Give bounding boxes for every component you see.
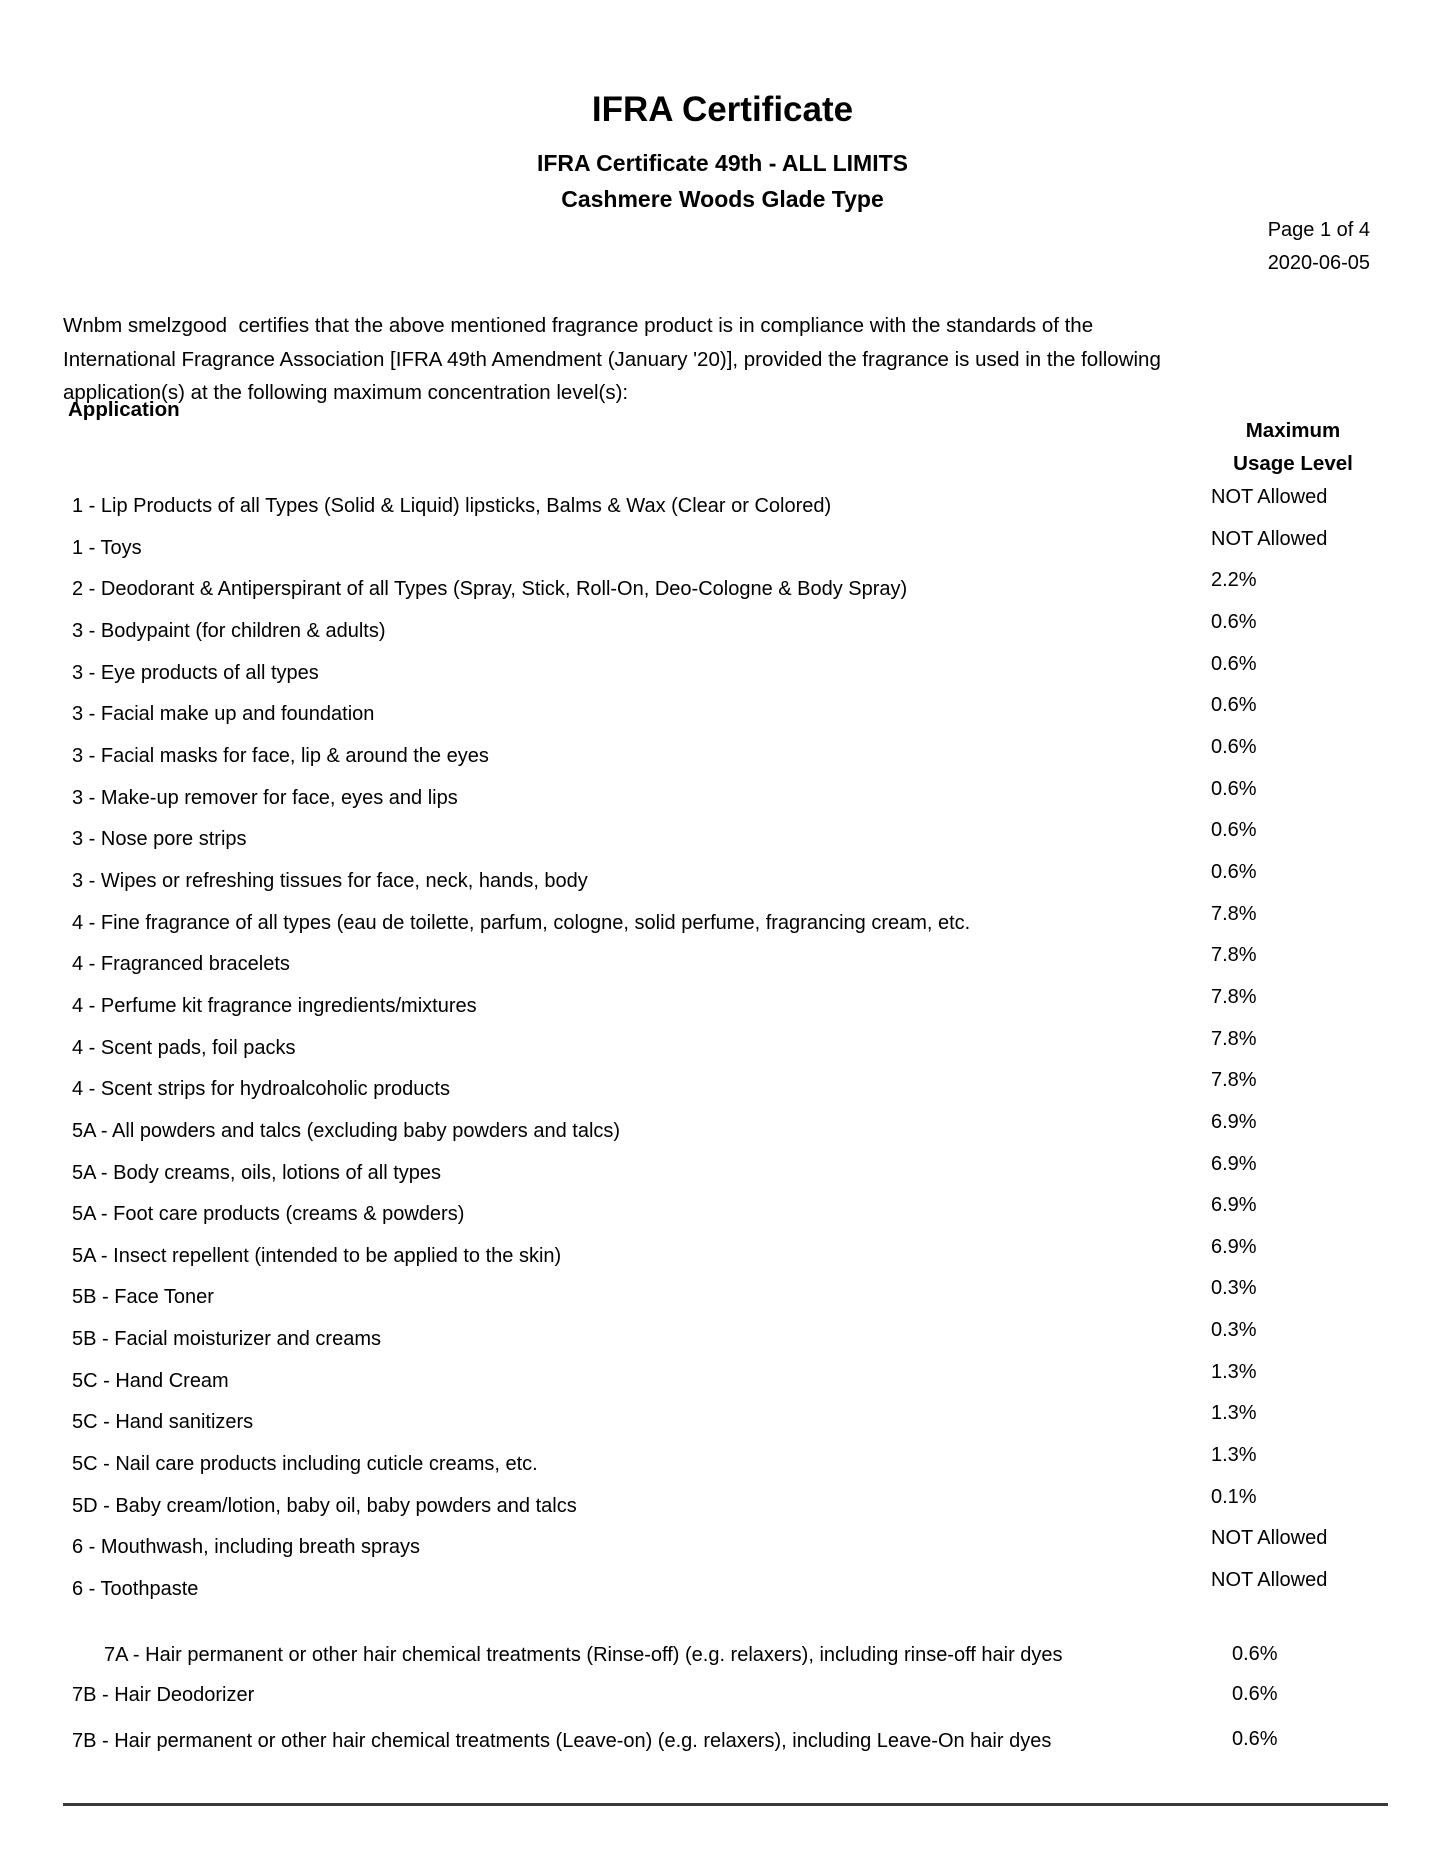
usage-level-cell: 6.9%: [1211, 1194, 1257, 1217]
application-cell: 5A - Insect repellent (intended to be applied to the skin): [72, 1244, 562, 1267]
table-row: [72, 1319, 1402, 1365]
usage-level-cell: 7.8%: [1211, 985, 1257, 1008]
application-cell: 3 - Eye products of all types: [72, 661, 319, 684]
usage-level-cell: NOT Allowed: [1211, 1569, 1328, 1592]
table-row: [72, 1402, 1402, 1448]
table-row: [72, 985, 1402, 1032]
usage-level-cell: 0.6%: [1232, 1727, 1278, 1750]
application-cell: 5A - Foot care products (creams & powders): [72, 1203, 465, 1226]
table-row: [72, 1527, 1402, 1573]
table-row: [72, 902, 1402, 949]
table-row: [72, 1639, 1402, 1679]
page-info: [1268, 214, 1370, 279]
usage-level-cell: 6.9%: [1211, 1152, 1257, 1175]
table-row: [72, 1485, 1402, 1532]
usage-level-cell: 0.6%: [1211, 610, 1257, 633]
usage-level-cell: 1.3%: [1211, 1360, 1257, 1383]
application-cell: 4 - Perfume kit fragrance ingredients/mixtures: [72, 994, 477, 1017]
table-rows: [72, 486, 1402, 1752]
application-cell: 3 - Bodypaint (for children & adults): [72, 619, 386, 642]
usage-level-cell: 7.8%: [1211, 1027, 1257, 1050]
usage-level-cell: 2.2%: [1211, 569, 1257, 592]
table-row: [72, 777, 1402, 824]
table-row: [72, 1069, 1402, 1115]
table-row: [72, 1110, 1402, 1157]
application-cell: 1 - Lip Products of all Types (Solid & Liquid) lipsticks, Balms & Wax (Clear or Colored): [72, 495, 832, 517]
usage-level-cell: 0.3%: [1211, 1319, 1257, 1342]
compliance-statement-line: International Fragrance Association [IFRA 49th Amendment (January '20)], provided the fragrance is used in the following: [63, 347, 1161, 371]
application-cell: 4 - Scent strips for hydroalcoholic products: [72, 1078, 450, 1101]
application-cell: 7B - Hair Deodorizer: [72, 1683, 255, 1706]
fragrance-name: Cashmere Woods Glade Type: [561, 186, 884, 212]
application-cell: 6 - Toothpaste: [72, 1578, 199, 1601]
table-row: [72, 652, 1402, 699]
table-row: [72, 1194, 1402, 1240]
usage-level-cell: 7.8%: [1211, 944, 1257, 967]
application-cell: 7A - Hair permanent or other hair chemical treatments (Rinse-off) (e.g. relaxers), including rinse-off hair dyes: [104, 1643, 1063, 1666]
page-title: IFRA Certificate: [591, 90, 854, 129]
table-row: [72, 1235, 1402, 1282]
application-cell: 3 - Nose pore strips: [72, 828, 247, 851]
usage-level-cell: 0.6%: [1232, 1642, 1278, 1665]
compliance-statement-line: Wnbm smelzgood certifies that the above mentioned fragrance product is in compliance with the standards of the: [63, 314, 1094, 337]
usage-level-cell: 0.1%: [1211, 1485, 1257, 1508]
table-row: [72, 1360, 1402, 1407]
table-row: [72, 527, 1402, 574]
application-cell: 2 - Deodorant & Antiperspirant of all Types (Spray, Stick, Roll-On, Deo-Cologne & Body Spray): [72, 578, 908, 601]
table-row: [72, 860, 1402, 907]
table-row: [72, 1679, 1402, 1724]
usage-level-cell: 0.3%: [1211, 1277, 1257, 1300]
table-row: [72, 610, 1402, 657]
table-row: [72, 735, 1402, 782]
usage-level-cell: 1.3%: [1211, 1444, 1257, 1467]
usage-header-line: Usage Level: [1233, 452, 1353, 475]
application-cell: 5D - Baby cream/lotion, baby oil, baby powders and talcs: [72, 1494, 577, 1517]
table-row: [72, 1724, 1402, 1751]
application-cell: 5B - Facial moisturizer and creams: [72, 1328, 381, 1351]
application-cell: 6 - Mouthwash, including breath sprays: [72, 1536, 420, 1559]
application-cell: 3 - Facial masks for face, lip & around the eyes: [72, 744, 489, 767]
usage-level-cell: 0.6%: [1232, 1682, 1278, 1705]
application-cell: 5C - Hand sanitizers: [72, 1411, 254, 1434]
application-cell: 4 - Scent pads, foil packs: [72, 1036, 296, 1059]
compliance-statement: [63, 309, 1161, 410]
table-row: [72, 694, 1402, 740]
application-cell: 3 - Wipes or refreshing tissues for face, neck, hands, body: [72, 869, 588, 892]
usage-level-cell: 7.8%: [1211, 1069, 1257, 1092]
page-number: Page 1 of 4: [1267, 219, 1370, 241]
usage-level-cell: 1.3%: [1211, 1402, 1257, 1425]
usage-level-cell: 0.6%: [1211, 860, 1257, 883]
application-cell: 4 - Fine fragrance of all types (eau de toilette, parfum, cologne, solid perfume, fragrancing cream, etc.: [72, 911, 971, 934]
application-cell: 3 - Make-up remover for face, eyes and lips: [72, 786, 458, 809]
usage-level-cell: NOT Allowed: [1211, 527, 1328, 550]
certificate-subtitle: IFRA Certificate 49th - ALL LIMITS: [536, 150, 908, 176]
table-row: [72, 1277, 1402, 1323]
application-cell: 1 - Toys: [72, 536, 142, 559]
application-cell: 5A - All powders and talcs (excluding baby powders and talcs): [72, 1119, 621, 1142]
application-column-header: Application: [68, 398, 180, 421]
table-row: [72, 944, 1402, 990]
usage-level-cell: 0.6%: [1211, 819, 1257, 842]
table-row: [72, 1152, 1402, 1199]
table-row: [72, 486, 1402, 532]
usage-level-cell: 0.6%: [1211, 694, 1257, 717]
application-cell: 5A - Body creams, oils, lotions of all types: [72, 1161, 442, 1184]
compliance-statement-line: application(s) at the following maximum concentration level(s):: [63, 381, 629, 404]
usage-level-column-header: [1222, 414, 1364, 480]
usage-level-cell: NOT Allowed: [1211, 486, 1328, 508]
usage-level-cell: 0.6%: [1211, 777, 1257, 800]
table-row: [72, 819, 1402, 865]
usage-level-cell: 0.6%: [1211, 735, 1257, 758]
usage-level-cell: 7.8%: [1211, 902, 1257, 925]
application-cell: 7B - Hair permanent or other hair chemical treatments (Leave-on) (e.g. relaxers), including Leave-On hair dyes: [72, 1729, 1052, 1752]
table-row: [72, 1569, 1402, 1615]
usage-level-cell: 6.9%: [1211, 1235, 1257, 1258]
application-cell: 5C - Hand Cream: [72, 1369, 229, 1392]
usage-level-cell: NOT Allowed: [1211, 1527, 1328, 1550]
table-row: [72, 569, 1402, 615]
usage-level-cell: 0.6%: [1211, 652, 1257, 675]
date: 2020-06-05: [1267, 251, 1370, 274]
table-row: [72, 1444, 1402, 1490]
application-cell: 5C - Nail care products including cuticle creams, etc.: [72, 1453, 538, 1476]
application-cell: 4 - Fragranced bracelets: [72, 953, 290, 976]
usage-level-cell: 6.9%: [1211, 1110, 1257, 1133]
application-cell: 3 - Facial make up and foundation: [72, 703, 375, 726]
table-row: [72, 1027, 1402, 1074]
usage-header-line: Maximum: [1245, 419, 1341, 442]
footer-divider: [63, 1803, 1388, 1806]
application-cell: 5B - Face Toner: [72, 1286, 214, 1309]
